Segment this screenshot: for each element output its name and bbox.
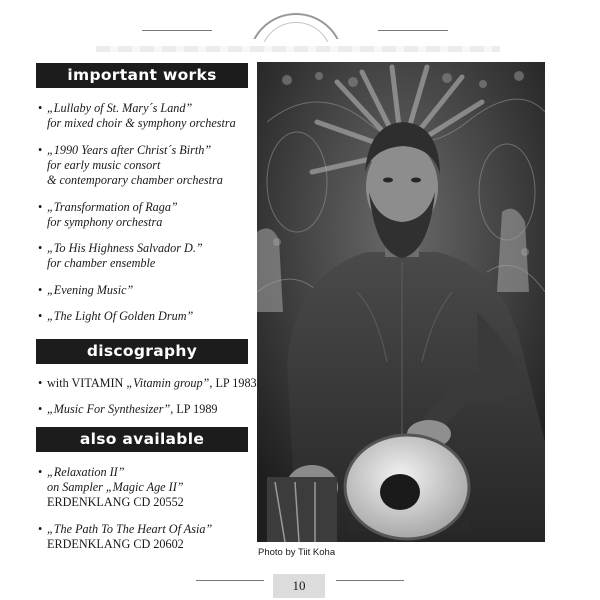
page-number: 10	[273, 574, 325, 598]
work-scoring: for chamber ensemble	[47, 256, 156, 270]
photo-caption: Photo by Tiit Koha	[258, 547, 336, 558]
disc-title: „Music For Synthesizer”	[47, 402, 171, 416]
portrait-photo	[257, 62, 545, 542]
bullet: •	[38, 522, 43, 536]
bullet: •	[38, 101, 43, 115]
portrait-illustration	[257, 62, 545, 542]
bottom-rule-right	[336, 580, 404, 581]
release-note: on Sampler „Magic Age II”	[47, 480, 184, 494]
disc-format: , LP 1989	[170, 402, 218, 416]
top-rule-right	[378, 30, 448, 31]
work-title: „To His Highness Salvador D.”	[47, 241, 203, 255]
work-scoring: & contemporary chamber orchestra	[47, 173, 223, 187]
heading-also-available: also available	[36, 427, 248, 452]
catalog-number: ERDENKLANG CD 20552	[47, 495, 184, 509]
disc-format: , LP 1983	[209, 376, 257, 390]
work-title: „The Light Of Golden Drum”	[47, 309, 194, 323]
work-title: „Lullaby of St. Mary´s Land”	[47, 101, 193, 115]
heading-discography: discography	[36, 339, 248, 364]
bullet: •	[38, 465, 43, 479]
release-title: „Relaxation II”	[47, 465, 125, 479]
disc-prefix: with VITAMIN	[47, 376, 127, 390]
heading-important-works: important works	[36, 63, 248, 88]
disc-title: „Vitamin group”	[126, 376, 210, 390]
work-title: „Transformation of Raga”	[47, 200, 178, 214]
release-title: „The Path To The Heart Of Asia”	[47, 522, 213, 536]
work-title: „Evening Music”	[47, 283, 134, 297]
catalog-number: ERDENKLANG CD 20602	[47, 537, 184, 551]
bullet: •	[38, 200, 43, 214]
bullet: •	[38, 241, 43, 255]
faint-header-band	[96, 46, 500, 52]
work-scoring: for mixed choir & symphony orchestra	[47, 116, 236, 130]
bullet: •	[38, 283, 43, 297]
work-scoring: for symphony orchestra	[47, 215, 163, 229]
bullet: •	[38, 376, 43, 390]
bottom-rule-left	[196, 580, 264, 581]
top-rule-left	[142, 30, 212, 31]
bullet: •	[38, 402, 43, 416]
bullet: •	[38, 143, 43, 157]
work-title: „1990 Years after Christ´s Birth”	[47, 143, 212, 157]
work-scoring: for early music consort	[47, 158, 161, 172]
bullet: •	[38, 309, 43, 323]
